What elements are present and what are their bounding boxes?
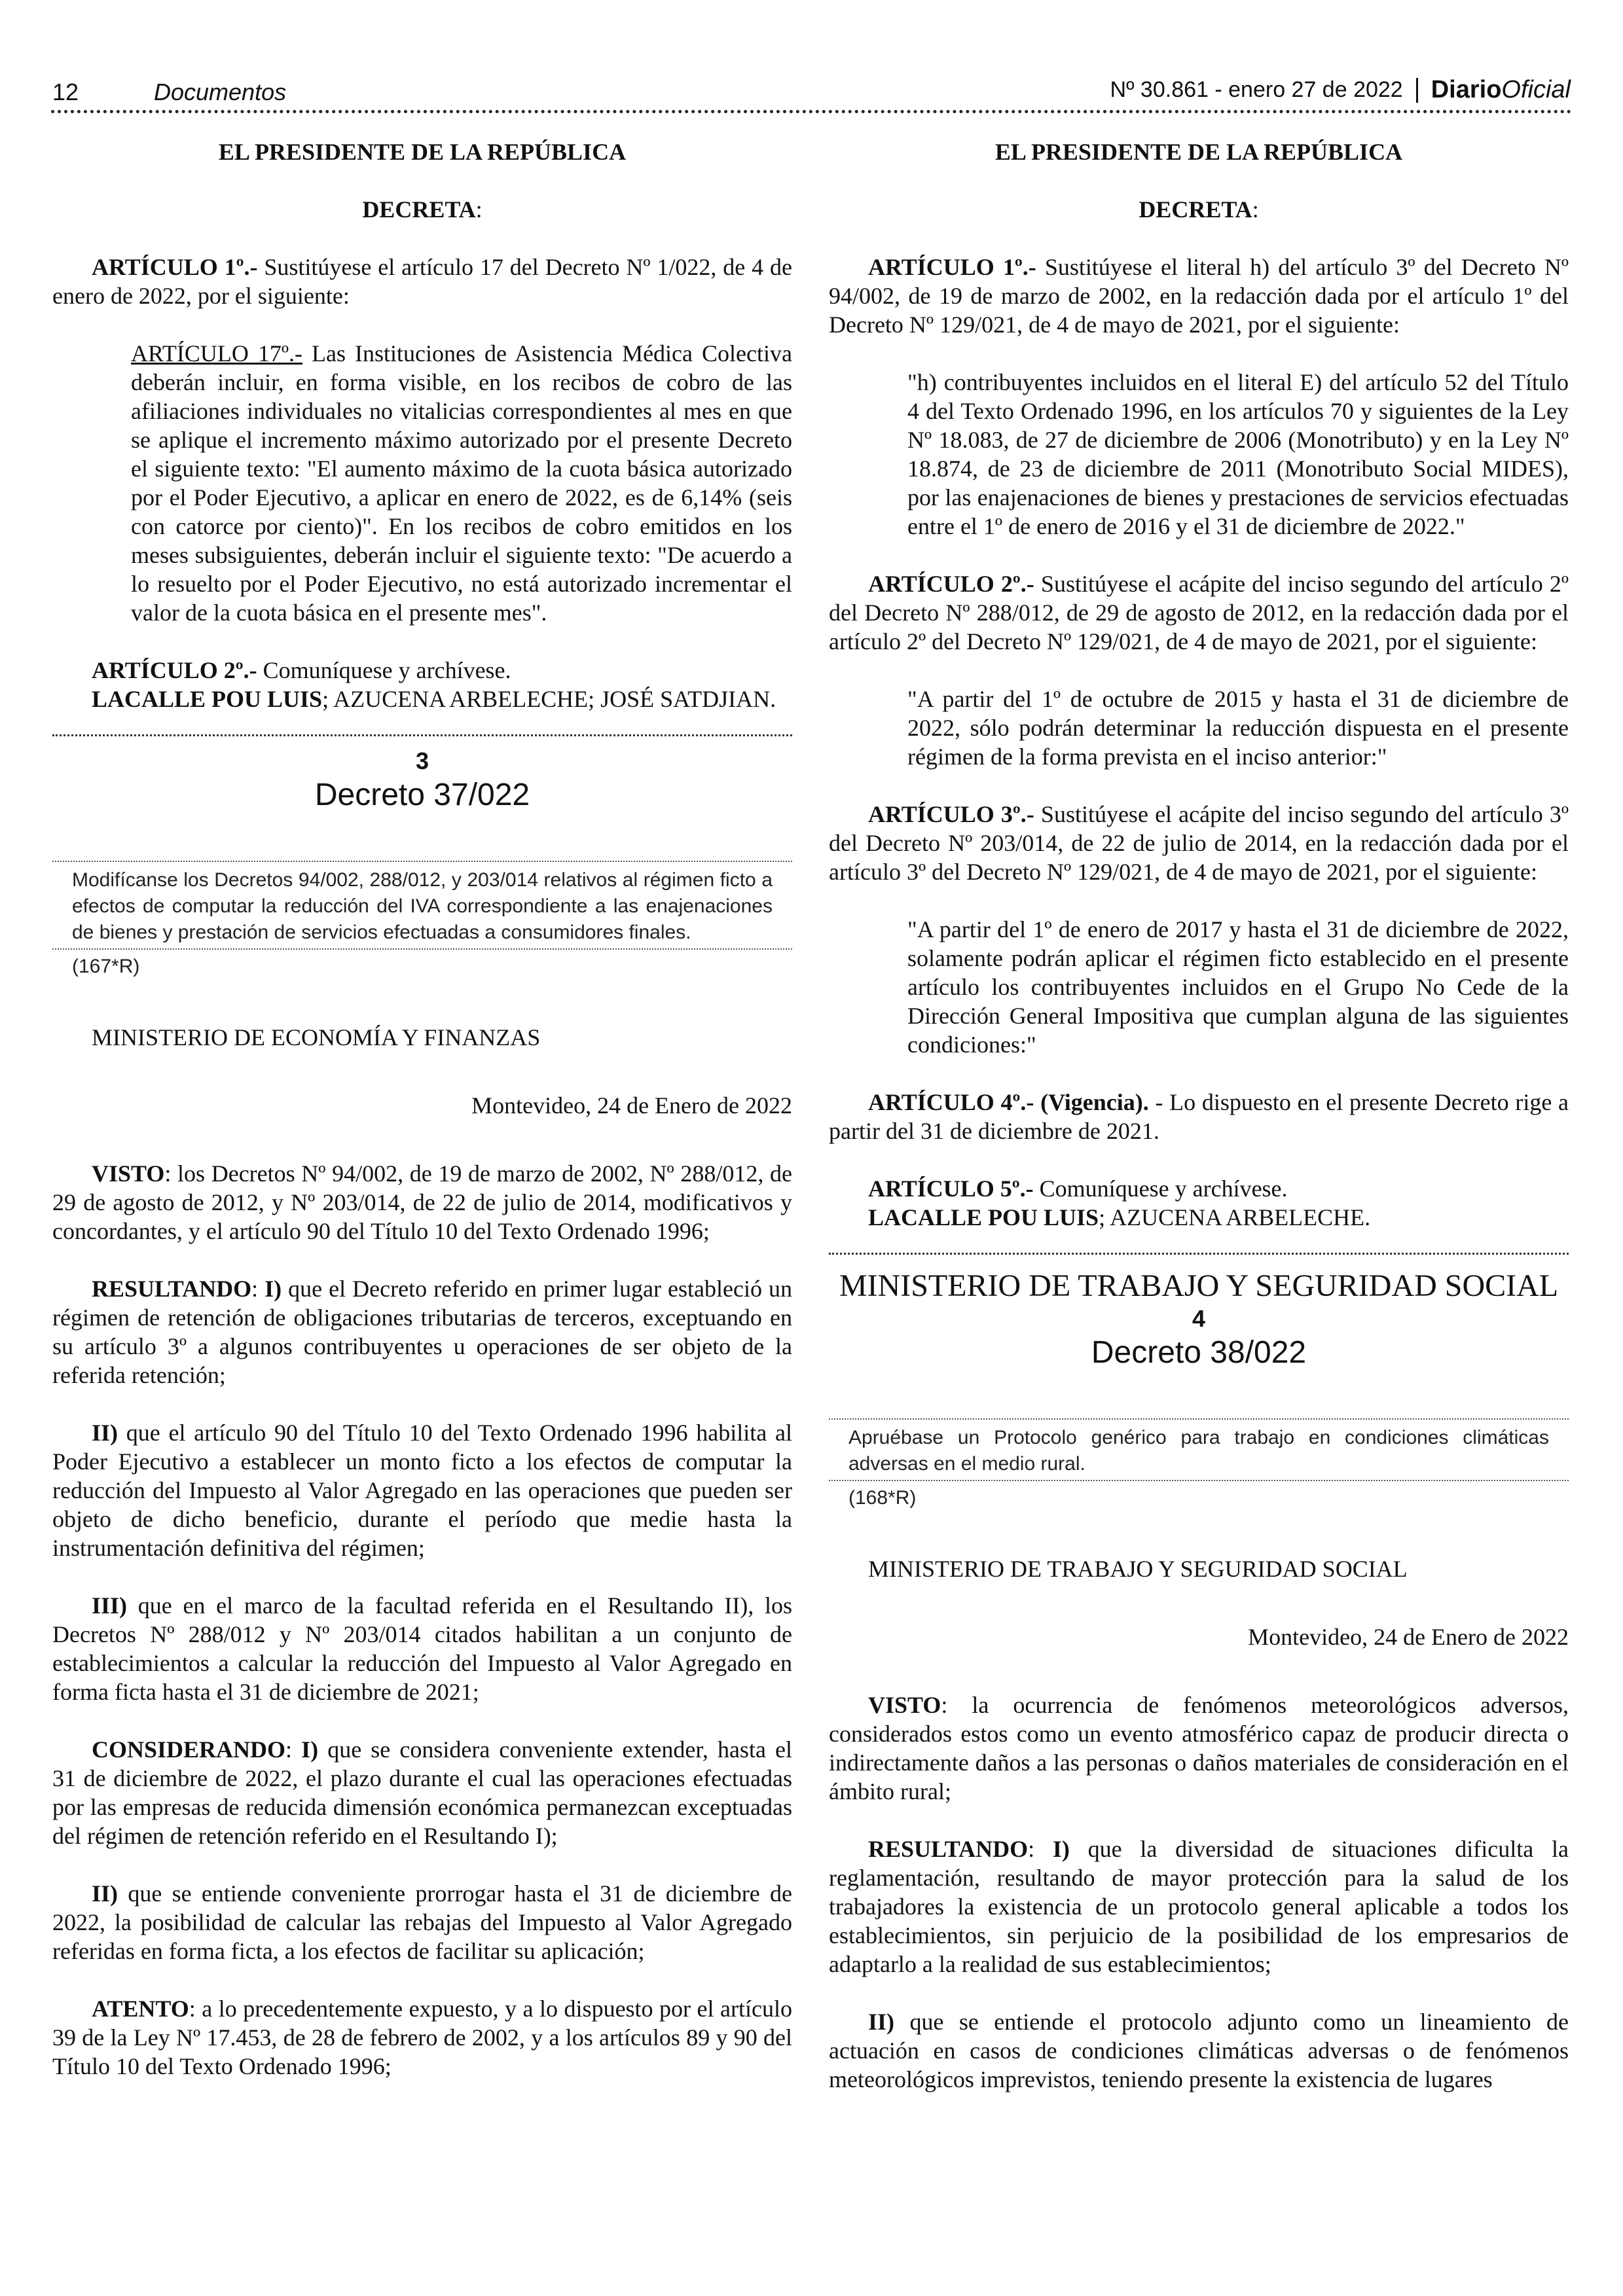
article-4 xyxy=(829,1088,1569,1145)
article-label: ARTÍCULO 1º.- xyxy=(92,254,258,280)
decree-reference: (168*R) xyxy=(848,1487,917,1509)
page-header xyxy=(52,73,1571,113)
article-2 xyxy=(829,569,1569,656)
resultando-iii xyxy=(52,1591,792,1706)
article-text: Sustitúyese el acápite del inciso segundo del artículo 2º del Decreto Nº 288/012, de 29 de agosto de 2012, en la redacción dada por el artículo 2º del Decreto Nº 129/021, de 4 de mayo de 2021, por el siguiente: xyxy=(829,571,1569,655)
item-label: I) xyxy=(1052,1836,1070,1862)
decree-date: Montevideo, 24 de Enero de 2022 xyxy=(471,1092,792,1119)
article-1 xyxy=(52,253,792,310)
article-label: ARTÍCULO 2º.- xyxy=(92,657,257,683)
article-2-quote: "A partir del 1º de octubre de 2015 y hasta el 31 de diciembre de 2022, sólo podrán determinar la reducción dispuesta en el presente régimen de la forma prevista en el inciso anterior:" xyxy=(907,686,1569,770)
item-label: III) xyxy=(92,1592,128,1619)
resultando-ii xyxy=(829,2007,1569,2094)
article-1-quote: "h) contribuyentes incluidos en el literal E) del artículo 52 del Título 4 del Texto Ordenado 1996, en los artículos 70 y siguientes de la Ley Nº 18.083, de 27 de diciembre de 2006 (Monotributo) y en la Ley Nº 18.874, de 23 de diciembre de 2011 (Monotributo Social MIDES), por las enajenaciones de bienes y prestaciones de servicios efectuadas entre el 1º de enero de 2016 y el 31 de diciembre de 2022." xyxy=(907,369,1569,539)
item-text: que en el marco de la facultad referida en el Resultando II), los Decretos Nº 288/012 y Nº 203/014 citados habilitan a un conjunto de establecimientos a calcular la reducción del Impuesto al Valor Agregado en forma ficta hasta el 31 de diciembre de 2021; xyxy=(52,1592,792,1705)
visto-text: : la ocurrencia de fenómenos meteorológicos adversos, considerados estos como un evento atmosférico capaz de producir directa o indirectamente daños a las personas o daños materiales de consideración en el ámbito rural; xyxy=(829,1692,1569,1804)
article-text: - Lo dispuesto en el presente Decreto rige a partir del 31 de diciembre de 2021. xyxy=(829,1089,1569,1144)
item-text: que el artículo 90 del Título 10 del Texto Ordenado 1996 habilita al Poder Ejecutivo a establecer un monto ficto a los efectos de computar la reducción del Impuesto al Valor Agregado en las operaciones que pueden ser objeto de dicho beneficio, durante el período que medie hasta la instrumentación definitiva del régimen; xyxy=(52,1420,792,1561)
item-text: que se entiende conveniente prorrogar hasta el 31 de diciembre de 2022, la posibilidad de calcular las rebajas del Impuesto al Valor Agregado referidas en forma ficta, a los efectos de facilitar su aplicación; xyxy=(52,1880,792,1964)
decree-number: 3 xyxy=(415,747,429,774)
article-text: Sustitúyese el literal h) del artículo 3º del Decreto Nº 94/002, de 19 de marzo de 2002, en la redacción dada por el artículo 1º del Decreto Nº 129/021, de 4 de mayo de 2021, por el siguiente: xyxy=(829,254,1569,338)
decreta-colon: : xyxy=(1252,196,1259,223)
article-1 xyxy=(829,253,1569,339)
decreta-label: DECRETA xyxy=(1139,196,1252,223)
decreta-label: DECRETA xyxy=(362,196,476,223)
atento-paragraph xyxy=(52,1994,792,2081)
ministry-section-heading: MINISTERIO DE TRABAJO Y SEGURIDAD SOCIAL xyxy=(839,1268,1559,1303)
article-label: ARTÍCULO 1º.- xyxy=(868,254,1036,280)
issue-number-date: Nº 30.861 - enero 27 de 2022 xyxy=(1110,77,1403,102)
resultando-i: RESULTANDO: I) que la diversidad de situaciones dificulta la reglamentación, resultando de mayor protección para la salud de los trabajadores la existencia de un protocolo general aplicable a todos los establecimientos, sin perjuicio de la posibilidad de los empresarios de adaptarlo a la realidad de sus establecimientos; xyxy=(829,1836,1569,1977)
article-17-text: Las Instituciones de Asistencia Médica Colectiva deberán incluir, en forma visible, en los recibos de cobro de las afiliaciones individuales no vitalicias correspondientes al mes en que se aplique el incremento máximo autorizado por el presente Decreto el siguiente texto: "El aumento máximo de la cuota básica autorizado por el Poder Ejecutivo, a aplicar en enero de 2022, es de 6,14% (seis con catorce por ciento)". En los recibos de cobro emitidos en los meses subsiguientes, deberán incluir el siguiente texto: "De acuerdo a lo resuelto por el Poder Ejecutivo, no está autorizado incrementar el valor de la cuota básica en el presente mes". xyxy=(131,340,792,626)
ministry-name: MINISTERIO DE ECONOMÍA Y FINANZAS xyxy=(92,1024,541,1050)
considerando-ii xyxy=(52,1879,792,1965)
president-heading: EL PRESIDENTE DE LA REPÚBLICA xyxy=(994,139,1403,165)
resultando-label: RESULTANDO xyxy=(868,1836,1029,1862)
article-text: Sustitúyese el artículo 17 del Decreto Nº 1/022, de 4 de enero de 2022, por el siguiente: xyxy=(52,254,792,309)
visto-paragraph xyxy=(829,1691,1569,1806)
considerando-i: CONSIDERANDO: I) que se considera conveniente extender, hasta el 31 de diciembre de 2022, el plazo durante el cual las operaciones efectuadas por las empresas de reducida dimensión económica permanezcan exceptuadas del régimen de retención referido en el Resultando I); xyxy=(52,1736,792,1849)
signature-rest: ; AZUCENA ARBELECHE. xyxy=(1099,1204,1371,1230)
visto-label: VISTO xyxy=(92,1160,165,1187)
decreta-colon: : xyxy=(475,196,483,223)
article-3-quote: "A partir del 1º de enero de 2017 y hasta el 31 de diciembre de 2022, solamente podrán aplicar el régimen ficto establecido en el presente artículo los contribuyentes incluidos en el Grupo No Cede de la Dirección General Impositiva que cumplan alguna de las siguientes condiciones:" xyxy=(907,916,1569,1058)
president-heading: EL PRESIDENTE DE LA REPÚBLICA xyxy=(218,139,627,165)
considerando-label: CONSIDERANDO xyxy=(92,1736,286,1763)
signature-bold: LACALLE POU LUIS xyxy=(868,1204,1099,1230)
page-number: 12 xyxy=(52,79,79,105)
ministry-name: MINISTERIO DE TRABAJO Y SEGURIDAD SOCIAL xyxy=(868,1556,1408,1582)
brand-bold: Diario xyxy=(1431,76,1502,103)
decree-title: Decreto 38/022 xyxy=(1091,1335,1307,1370)
header-rule xyxy=(51,110,1572,113)
article-label: ARTÍCULO 3º.- xyxy=(868,801,1034,827)
brand-logo xyxy=(1431,76,1571,104)
decree-reference: (167*R) xyxy=(72,956,140,977)
article-label: ARTÍCULO 2º.- xyxy=(868,571,1034,597)
article-17-label: ARTÍCULO 17º.- xyxy=(131,340,303,367)
section-name: Documentos xyxy=(154,79,287,105)
item-text: que la diversidad de situaciones dificulta la reglamentación, resultando de mayor protección para la salud de los trabajadores la existencia de un protocolo general aplicable a todos los establecimientos, sin perjuicio de la posibilidad de los empresarios de adaptarlo a la realidad de sus establecimientos; xyxy=(829,1836,1569,1977)
item-label: I) xyxy=(264,1276,282,1302)
visto-paragraph xyxy=(52,1159,792,1246)
signatures xyxy=(829,1203,1569,1232)
decree-summary: Apruébase un Protocolo genérico para trabajo en condiciones climáticas adversas en el medio rural. xyxy=(848,1427,1549,1475)
resultando-i: RESULTANDO: I) que el Decreto referido en primer lugar estableció un régimen de retención de obligaciones tributarias de terceros, exceptuando en su artículo 3º a algunos contribuyentes u operaciones de ser objeto de la referida retención; xyxy=(52,1276,792,1388)
decreta-heading xyxy=(52,195,792,224)
decree-title: Decreto 37/022 xyxy=(314,778,530,812)
signature-rest: ; AZUCENA ARBELECHE; JOSÉ SATDJIAN. xyxy=(322,686,776,712)
item-text: que se entiende el protocolo adjunto como un lineamiento de actuación en casos de condiciones climáticas adversas o de fenómenos meteorológicos imprevistos, teniendo presente la existencia de lugares xyxy=(829,2009,1569,2092)
decree-date: Montevideo, 24 de Enero de 2022 xyxy=(1248,1624,1569,1650)
item-text: que se considera conveniente extender, hasta el 31 de diciembre de 2022, el plazo durante el cual las operaciones efectuadas por las empresas de reducida dimensión económica permanezcan exceptuadas del régimen de retención referido en el Resultando I); xyxy=(52,1736,792,1849)
visto-label: VISTO xyxy=(868,1692,941,1718)
item-label: II) xyxy=(92,1420,119,1446)
article-2 xyxy=(52,656,792,685)
brand-italic: Oficial xyxy=(1501,76,1571,103)
decreta-heading xyxy=(829,195,1569,224)
signature-bold: LACALLE POU LUIS xyxy=(92,686,323,712)
article-5 xyxy=(829,1174,1569,1203)
issue-info xyxy=(1110,76,1571,104)
decree-number: 4 xyxy=(1192,1305,1206,1332)
resultando-label: RESULTANDO xyxy=(92,1276,252,1302)
article-17-quote xyxy=(131,339,792,627)
article-3 xyxy=(829,800,1569,886)
visto-text: : los Decretos Nº 94/002, de 19 de marzo de 2002, Nº 288/012, de 29 de agosto de 2012, y Nº 203/014, de 22 de julio de 2014, modificativos y concordantes, y el artículo 90 del Título 10 del Texto Ordenado 1996; xyxy=(52,1160,792,1244)
atento-text: : a lo precedentemente expuesto, y a lo dispuesto por el artículo 39 de la Ley Nº 17.453, de 28 de febrero de 2002, y a los artículos 89 y 90 del Título 10 del Texto Ordenado 1996; xyxy=(52,1996,792,2079)
signatures xyxy=(52,685,792,713)
item-label: II) xyxy=(868,2009,895,2035)
header-separator xyxy=(1416,78,1418,103)
decree-summary: Modifícanse los Decretos 94/002, 288/012, y 203/014 relativos al régimen ficto a efectos de computar la reducción del IVA correspondiente a las enajenaciones de bienes y prestación de servicios efectuadas a consumidores finales. xyxy=(72,869,773,943)
article-text: Sustitúyese el acápite del inciso segundo del artículo 3º del Decreto Nº 203/014, de 22 de julio de 2014, en la redacción dada por el artículo 3º del Decreto Nº 129/021, de 4 de mayo de 2021, por el siguiente: xyxy=(829,801,1569,885)
atento-label: ATENTO xyxy=(92,1996,189,2022)
article-text: Comuníquese y archívese. xyxy=(257,657,511,683)
item-text: que el Decreto referido en primer lugar estableció un régimen de retención de obligaciones tributarias de terceros, exceptuando en su artículo 3º a algunos contribuyentes u operaciones de ser objeto de la referida retención; xyxy=(52,1276,792,1388)
left-column xyxy=(52,137,792,2081)
right-column xyxy=(829,137,1569,2094)
article-label: ARTÍCULO 5º.- xyxy=(868,1175,1034,1202)
resultando-ii xyxy=(52,1418,792,1562)
item-label: I) xyxy=(301,1736,319,1763)
article-label: ARTÍCULO 4º.- (Vigencia). xyxy=(868,1089,1149,1115)
article-text: Comuníquese y archívese. xyxy=(1033,1175,1288,1202)
item-label: II) xyxy=(92,1880,119,1907)
